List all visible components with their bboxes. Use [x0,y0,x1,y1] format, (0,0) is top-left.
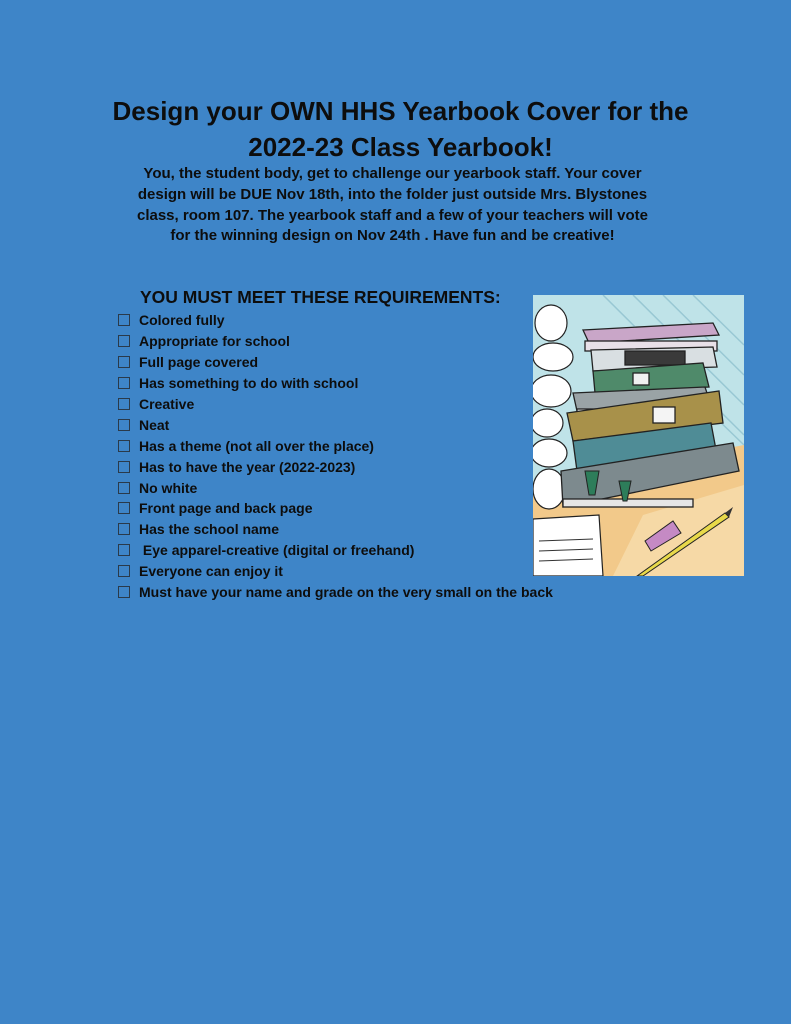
requirement-item [118,435,553,456]
checkbox[interactable] [118,502,130,514]
requirement-item [118,394,553,415]
page-title [40,93,761,165]
checkbox[interactable] [118,461,130,473]
title-line-2: 2022-23 Class Yearbook! [248,132,553,162]
requirement-item [118,373,553,394]
checkbox[interactable] [118,419,130,431]
checkbox[interactable] [118,586,130,598]
requirement-label: Must have your name and grade on the very small on the back [139,584,553,601]
requirement-label: Has the school name [139,521,280,538]
requirement-item [118,456,553,477]
requirement-item [118,561,553,582]
requirement-label: Everyone can enjoy it [139,563,283,580]
requirement-label: Has something to do with school [139,375,359,392]
checkbox[interactable] [118,523,130,535]
requirement-label: Has a theme (not all over the place) [139,437,374,454]
requirement-item [118,414,553,435]
checkbox[interactable] [118,440,130,452]
requirement-label: Neat [139,416,170,433]
stacked-books-drawing [533,295,744,576]
requirement-label: Appropriate for school [139,333,290,350]
title-line-1: Design your OWN HHS Yearbook Cover for the [112,96,689,126]
requirement-label: Creative [139,396,195,412]
requirement-item [118,352,553,373]
checkbox[interactable] [118,398,130,410]
requirement-item [118,331,553,352]
checkbox[interactable] [118,565,130,577]
requirement-label: Has to have the year (2022-2023) [139,458,356,475]
requirements-heading: YOU MUST MEET THESE REQUIREMENTS: [140,287,501,307]
requirement-label: Front page and back page [139,500,313,517]
requirement-item [118,582,553,603]
checkbox[interactable] [118,482,130,494]
checkbox[interactable] [118,335,130,347]
requirement-item [118,310,553,331]
requirement-item [118,477,553,498]
requirement-item [118,498,553,519]
requirement-item [118,540,553,561]
checkbox[interactable] [118,314,130,326]
intro-paragraph: You, the student body, get to challenge our yearbook staff. Your cover design will be DUE Nov 18th, into the folder just outside Mrs. Blystones class, room 107. The yearbook staff and a few of your teachers will vote for the winning design on Nov 24th . Have fun and be creative! [136,165,648,245]
checkbox[interactable] [118,377,130,389]
requirements-list [118,310,553,602]
requirement-label: Eye apparel-creative (digital or freehand) [139,542,415,559]
requirement-item [118,519,553,540]
requirement-label: No white [139,479,198,496]
checkbox[interactable] [118,356,130,368]
requirement-label: Full page covered [139,354,259,371]
requirement-label: Colored fully [139,312,225,329]
checkbox[interactable] [118,544,130,556]
sample-cover-artwork [533,295,744,576]
